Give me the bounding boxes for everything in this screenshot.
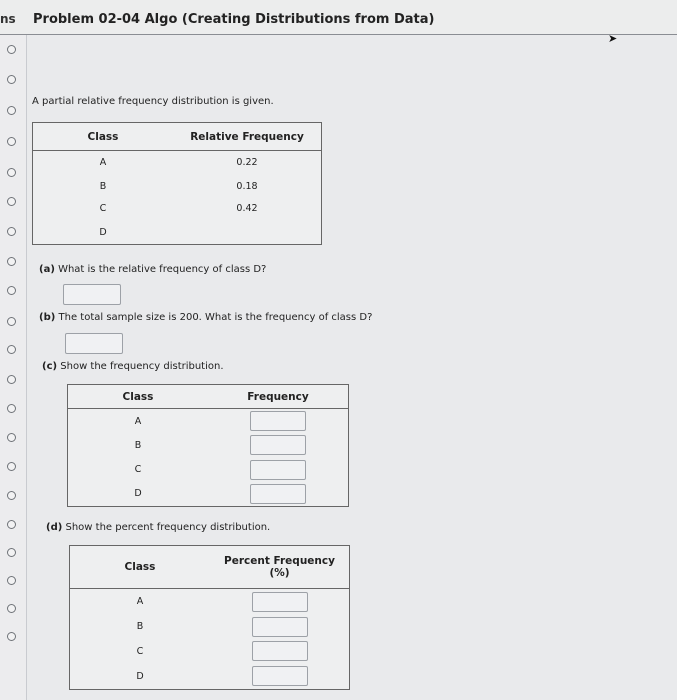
freq-input-c[interactable] bbox=[250, 460, 306, 480]
rel-class-b: B bbox=[99, 180, 107, 192]
table-row bbox=[33, 220, 322, 244]
question-c-text: Show the frequency distribution. bbox=[60, 361, 224, 372]
question-c bbox=[42, 361, 224, 372]
nav-radio-15[interactable] bbox=[7, 462, 16, 471]
pct-class-c: C bbox=[136, 645, 144, 657]
question-d-text: Show the percent frequency distribution. bbox=[65, 522, 271, 533]
nav-radio-9[interactable] bbox=[7, 286, 16, 295]
question-d bbox=[46, 522, 270, 533]
pct-header-percent-unit: (%) bbox=[269, 567, 290, 579]
nav-radio-12[interactable] bbox=[7, 375, 16, 384]
rel-header-class: Class bbox=[33, 123, 174, 151]
nav-radio-19[interactable] bbox=[7, 576, 16, 585]
percent-frequency-table bbox=[69, 545, 350, 690]
nav-radio-14[interactable] bbox=[7, 433, 16, 442]
table-row bbox=[33, 175, 322, 198]
nav-radio-5[interactable] bbox=[7, 168, 16, 177]
mouse-cursor-icon: ➤ bbox=[608, 32, 618, 45]
freq-class-c: C bbox=[134, 464, 142, 476]
freq-input-d[interactable] bbox=[250, 484, 306, 504]
pct-input-b[interactable] bbox=[252, 617, 308, 637]
nav-radio-20[interactable] bbox=[7, 604, 16, 613]
freq-input-b[interactable] bbox=[250, 435, 306, 455]
question-b-label: (b) bbox=[39, 312, 56, 323]
table-row bbox=[68, 409, 349, 434]
table-row bbox=[70, 639, 350, 664]
table-row bbox=[68, 457, 349, 481]
nav-radio-3[interactable] bbox=[7, 106, 16, 115]
freq-header-class: Class bbox=[68, 385, 209, 409]
question-nav-sidebar bbox=[0, 35, 27, 700]
pct-class-d: D bbox=[136, 670, 144, 682]
nav-radio-1[interactable] bbox=[7, 45, 16, 54]
nav-radio-6[interactable] bbox=[7, 197, 16, 206]
intro-text: A partial relative frequency distribution is given. bbox=[32, 96, 274, 107]
nav-radio-8[interactable] bbox=[7, 257, 16, 266]
nav-radio-7[interactable] bbox=[7, 227, 16, 236]
question-a-text: What is the relative frequency of class D? bbox=[58, 264, 267, 275]
question-b bbox=[39, 312, 372, 323]
rel-class-a: A bbox=[99, 157, 107, 169]
pct-class-b: B bbox=[136, 621, 144, 633]
table-row bbox=[70, 664, 350, 690]
freq-header-frequency: Frequency bbox=[208, 385, 349, 409]
rel-class-c: C bbox=[99, 203, 107, 215]
rel-value-d bbox=[173, 220, 322, 244]
table-row bbox=[68, 482, 349, 507]
nav-radio-13[interactable] bbox=[7, 404, 16, 413]
pct-input-d[interactable] bbox=[252, 666, 308, 686]
frequency-table bbox=[67, 384, 349, 507]
nav-radio-17[interactable] bbox=[7, 520, 16, 529]
answer-a-input[interactable] bbox=[63, 284, 121, 305]
table-row bbox=[33, 197, 322, 220]
rel-value-a: 0.22 bbox=[236, 157, 258, 169]
pct-input-a[interactable] bbox=[252, 592, 308, 612]
question-b-text: The total sample size is 200. What is the frequency of class D? bbox=[58, 312, 373, 323]
rel-value-b: 0.18 bbox=[236, 180, 258, 192]
freq-class-a: A bbox=[134, 415, 142, 427]
table-row bbox=[68, 433, 349, 457]
nav-radio-11[interactable] bbox=[7, 345, 16, 354]
nav-radio-2[interactable] bbox=[7, 75, 16, 84]
problem-title: Problem 02-04 Algo (Creating Distributions from Data) bbox=[33, 12, 435, 27]
question-c-label: (c) bbox=[42, 361, 58, 372]
table-row bbox=[70, 589, 350, 615]
rel-value-c: 0.42 bbox=[236, 203, 258, 215]
pct-class-a: A bbox=[136, 596, 144, 608]
relative-frequency-table bbox=[32, 122, 322, 245]
top-bar bbox=[0, 0, 677, 45]
question-a-label: (a) bbox=[39, 264, 55, 275]
nav-fragment[interactable]: ns bbox=[0, 12, 16, 26]
rel-class-d: D bbox=[99, 226, 107, 238]
freq-class-b: B bbox=[134, 439, 142, 451]
nav-radio-10[interactable] bbox=[7, 317, 16, 326]
pct-header-percent-text: Percent Frequency bbox=[224, 555, 335, 567]
answer-b-input[interactable] bbox=[65, 333, 123, 354]
nav-radio-16[interactable] bbox=[7, 491, 16, 500]
nav-radio-4[interactable] bbox=[7, 137, 16, 146]
freq-input-a[interactable] bbox=[250, 411, 306, 431]
table-row bbox=[33, 151, 322, 175]
nav-radio-18[interactable] bbox=[7, 548, 16, 557]
nav-radio-21[interactable] bbox=[7, 632, 16, 641]
pct-header-class: Class bbox=[70, 546, 211, 589]
rel-header-relfreq: Relative Frequency bbox=[173, 123, 322, 151]
table-row bbox=[70, 614, 350, 639]
pct-input-c[interactable] bbox=[252, 641, 308, 661]
question-d-label: (d) bbox=[46, 522, 63, 533]
freq-class-d: D bbox=[134, 488, 142, 500]
question-a bbox=[39, 264, 266, 275]
pct-header-percent bbox=[210, 546, 350, 589]
